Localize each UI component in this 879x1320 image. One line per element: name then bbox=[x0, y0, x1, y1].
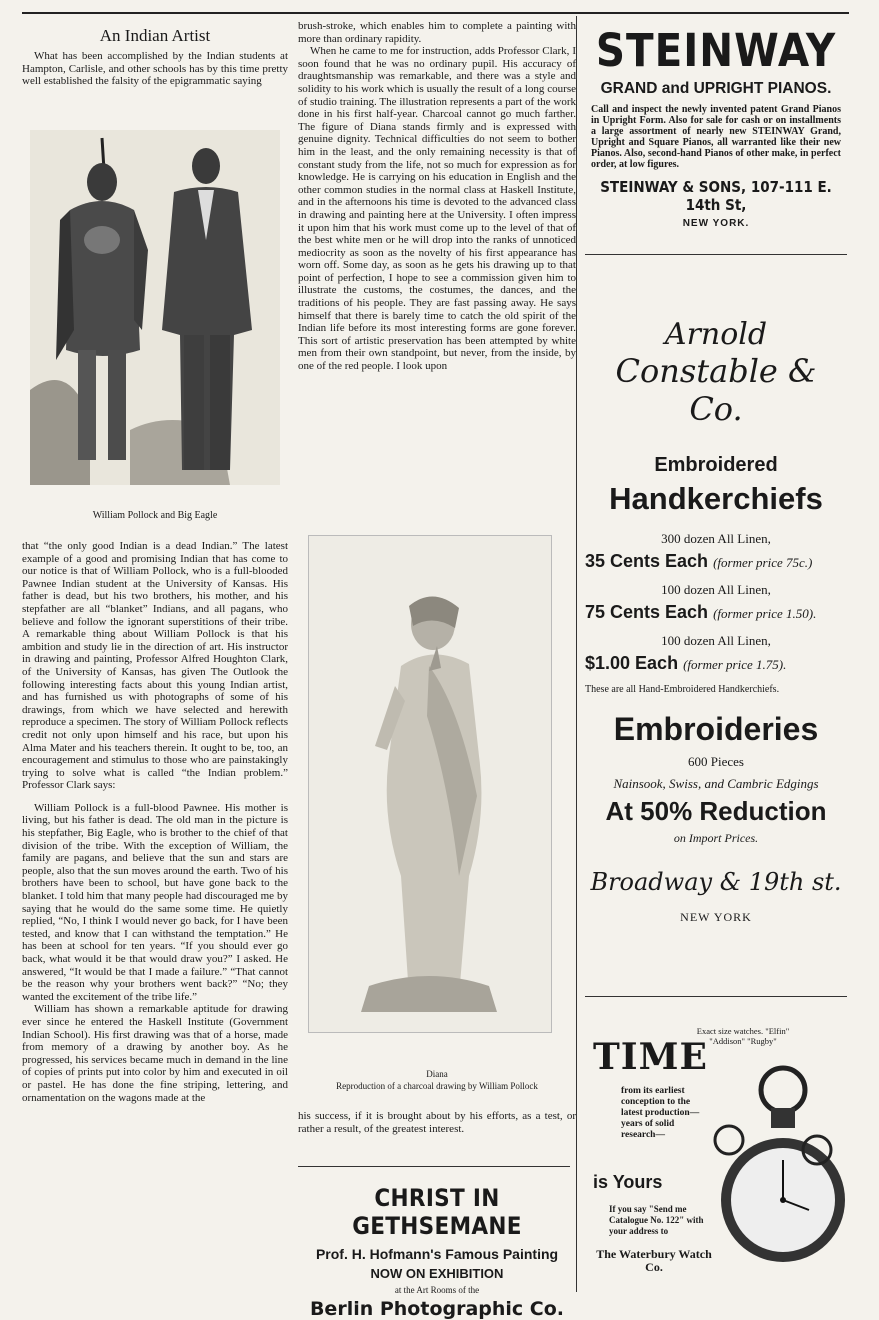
ad-divider bbox=[585, 254, 847, 255]
article-paragraph: When he came to me for instruction, adds Professor Clark, I soon found that he was no ordinary pupil. His accuracy of draughtsmanship was remarkable, and there was a style and solidity to his work which is usually the result of a long course of studio training. The illustration represents a part of the work done in his first half-year. Charcoal cannot go much farther. The figure of Diana stands firmly and is expressed with genuine dignity. Technical difficulties do not seem to bother him in the least, and the only remaining necessity is that of constant study from the life, not so much for expression as for knowledge. He is carrying on his education in English and the other common studies in the normal class at Haskell Institute, and in the afternoons his time is devoted to the advanced class in drawing and painting here at the University. I often impress it upon him that his work must come up to the level of that of the best white men or he will drop into the ranks of unnoticed mediocrity as soon as the novelty of his first appearance has worn off. Some day, as soon as he gets his drawing up to that point of perfection, I hope to see a commission given him to illustrate the customs, the costumes, the dances, and the traditions of his people. They are fast passing away. He says himself that there is barely time to catch the old spirit of the Indian life before its most interesting forms are gone forever. This sort of artistic preservation has been attempted by white men from their own standpoint, but never, from the inside, by one of the red people. I look upon bbox=[298, 45, 576, 373]
ad-divider bbox=[585, 996, 847, 997]
arnold-line1: 300 dozen All Linen, bbox=[661, 531, 771, 546]
figure2-caption-title: Diana bbox=[426, 1069, 448, 1079]
arnold-line2: 100 dozen All Linen, bbox=[661, 582, 771, 597]
article-paragraph: William has shown a remarkable aptitude for drawing ever since he entered the Haskell Institute (Government Indian School). His first drawing was that of a horse, made from memory of a drawing by another boy. As he progressed, his services became much in demand in the line of copies of prints put into color by him and executed in oil or pastel. He has done the fine striping, lettering, and ornamentation on the wagons made at the bbox=[22, 1003, 288, 1104]
ad-divider bbox=[298, 1166, 570, 1167]
ad-christ-line4: Berlin Photographic Co. bbox=[309, 1298, 565, 1320]
arnold-embroidered: Embroidered bbox=[654, 454, 778, 476]
waterbury-company: The Waterbury Watch Co. bbox=[596, 1247, 712, 1274]
arnold-former2: (former price 1.50). bbox=[713, 606, 817, 621]
ad-steinway bbox=[585, 20, 847, 240]
arnold-embroideries: Embroideries bbox=[613, 711, 819, 747]
arnold-note: These are all Hand-Embroidered Handkerchiefs. bbox=[585, 684, 780, 695]
arnold-name-line1: Arnold bbox=[664, 317, 768, 352]
steinway-city: NEW YORK. bbox=[682, 218, 750, 229]
steinway-text: Call and inspect the newly invented patent Grand Pianos in Upright Form. Also for sale for cash or on installments a large assortment of nearly new STEINWAY Grand, Upright and Square Pianos, all warranted like their new Pianos. Also, second-hand Pianos of other make, in perfect order, at low figures. bbox=[591, 104, 841, 170]
article-paragraph: brush-stroke, which enables him to complete a painting with more than ordinary rapidity. bbox=[298, 20, 576, 45]
figure2-caption-subtitle: Reproduction of a charcoal drawing by William Pollock bbox=[336, 1081, 538, 1091]
figure-pollock-big-eagle bbox=[30, 130, 280, 485]
article-column-2-bottom bbox=[298, 1110, 576, 1160]
arnold-import: on Import Prices. bbox=[673, 831, 759, 845]
article-paragraph: that “the only good Indian is a dead Indian.” The latest example of a good and promising Indian that has come to our notice is that of William Pollock, who is a full-blooded Pawnee Indian student at the University of Kansas. His father is dead, but his two brothers, his mother, and his stepfather are all “blanket” Indians, and all pagans, who believe and follow the ignorant superstitions of their tribe. A remarkable thing about William Pollock is that his ambition and study lie in the direction of art. His instructor in drawing and painting, Professor Alfred Houghton Clark, of the University of Kansas, has given The Outlook the following interesting facts about this young Indian artist, and has furnished us with photographs of some of his drawings, from which we have selected and herewith reproduce a specimen. The story of William Pollock reflects credit not only upon himself and his race, but upon his Alma Mater and his teachers therein. It ought to be, too, an encouragement and stimulus to those who are painstakingly trying to solve what is called “the Indian problem.” Professor Clark says: bbox=[22, 540, 288, 792]
arnold-broadway: Broadway & 19th st. bbox=[590, 868, 842, 896]
waterbury-send: If you say "Send me Catalogue No. 122" with your address to bbox=[609, 1204, 704, 1236]
steinway-subtitle: GRAND and UPRIGHT PIANOS. bbox=[600, 80, 832, 97]
waterbury-time: TIME bbox=[593, 1036, 708, 1078]
steinway-brand: STEINWAY bbox=[595, 24, 837, 77]
figure2-caption bbox=[298, 1068, 576, 1092]
top-rule bbox=[22, 12, 849, 14]
arnold-price3 bbox=[585, 653, 847, 674]
article-column-1-bottom bbox=[22, 540, 288, 1292]
diana-drawing bbox=[309, 536, 551, 1032]
ad-arnold-constable bbox=[585, 318, 847, 925]
article-column-2-top bbox=[298, 20, 576, 515]
arnold-edgings: Nainsook, Swiss, and Cambric Edgings bbox=[613, 776, 819, 791]
ad-christ-line1: Prof. H. Hofmann's Famous Painting bbox=[315, 1246, 559, 1262]
arnold-price2-value: 75 Cents Each bbox=[585, 602, 709, 622]
arnold-line3: 100 dozen All Linen, bbox=[661, 633, 771, 648]
steinway-address: STEINWAY & SONS, 107-111 E. 14th St, bbox=[600, 178, 832, 214]
article-title: An Indian Artist bbox=[99, 26, 211, 45]
engraving-illustration bbox=[30, 130, 280, 485]
waterbury-lines: from its earliest conception to the latest production— years of solid research— bbox=[621, 1086, 700, 1140]
arnold-reduction: At 50% Reduction bbox=[605, 796, 827, 826]
arnold-former3: (former price 1.75). bbox=[683, 657, 787, 672]
arnold-name-line2: Constable & Co. bbox=[615, 352, 817, 428]
ad-christ-in-gethsemane bbox=[298, 1172, 576, 1320]
arnold-newyork: NEW YORK bbox=[680, 910, 752, 924]
ad-christ-title: CHRIST IN GETHSEMANE bbox=[352, 1184, 522, 1240]
arnold-handkerchiefs: Handkerchiefs bbox=[609, 481, 823, 516]
article-intro: What has been accomplished by the Indian students at Hampton, Carlisle, and other schools has by this time pretty well established the falsity of the epigrammatic saying bbox=[22, 50, 288, 88]
ad-waterbury bbox=[585, 1020, 847, 1292]
arnold-former1: (former price 75c.) bbox=[713, 555, 813, 570]
article-paragraph: William Pollock is a full-blood Pawnee. His mother is living, but his father is dead. The old man in the picture is his stepfather, Big Eagle, who is brother to the chief of that division of the tribe. With the exception of William, the family are pagans, and believe that the sun and stars are people, also that the sun moves around the earth. Two of his brothers have been to school, but have gone back to the blanket. I told him that many people had discouraged me by saying that he would do the same some time. He quietly replied, “No, I think I would never go back, for I have been tested, and know that I can withstand the temptation.” He has been at school for ten years. “If you should ever go back, what would it be that would draw you?” I asked. He answered, “It would be that I made a failure.” “That cannot be the reason why your brothers went back?” “No; they wanted the excitement of the tribe life.” bbox=[22, 801, 288, 1003]
waterbury-exact: Exact size watches. "Elfin" "Addison" "Rugby" bbox=[696, 1026, 790, 1046]
ad-christ-line2: NOW ON EXHIBITION bbox=[370, 1266, 504, 1281]
article-column-1-top bbox=[22, 20, 288, 112]
waterbury-yours: is Yours bbox=[593, 1172, 663, 1192]
arnold-price3-value: $1.00 Each bbox=[585, 653, 679, 673]
pocket-watch-icon bbox=[705, 1060, 845, 1292]
article-paragraph: his success, if it is brought about by his efforts, as a test, or rather a result, of the greatest interest. bbox=[298, 1110, 576, 1135]
arnold-price1 bbox=[585, 551, 847, 572]
ad-christ-line3: at the Art Rooms of the bbox=[394, 1285, 480, 1295]
arnold-pieces: 600 Pieces bbox=[688, 754, 744, 769]
arnold-price2 bbox=[585, 602, 847, 623]
arnold-price1-value: 35 Cents Each bbox=[585, 551, 709, 571]
figure1-caption: William Pollock and Big Eagle bbox=[92, 510, 218, 521]
figure-diana bbox=[308, 535, 552, 1033]
column-divider bbox=[576, 16, 577, 1292]
